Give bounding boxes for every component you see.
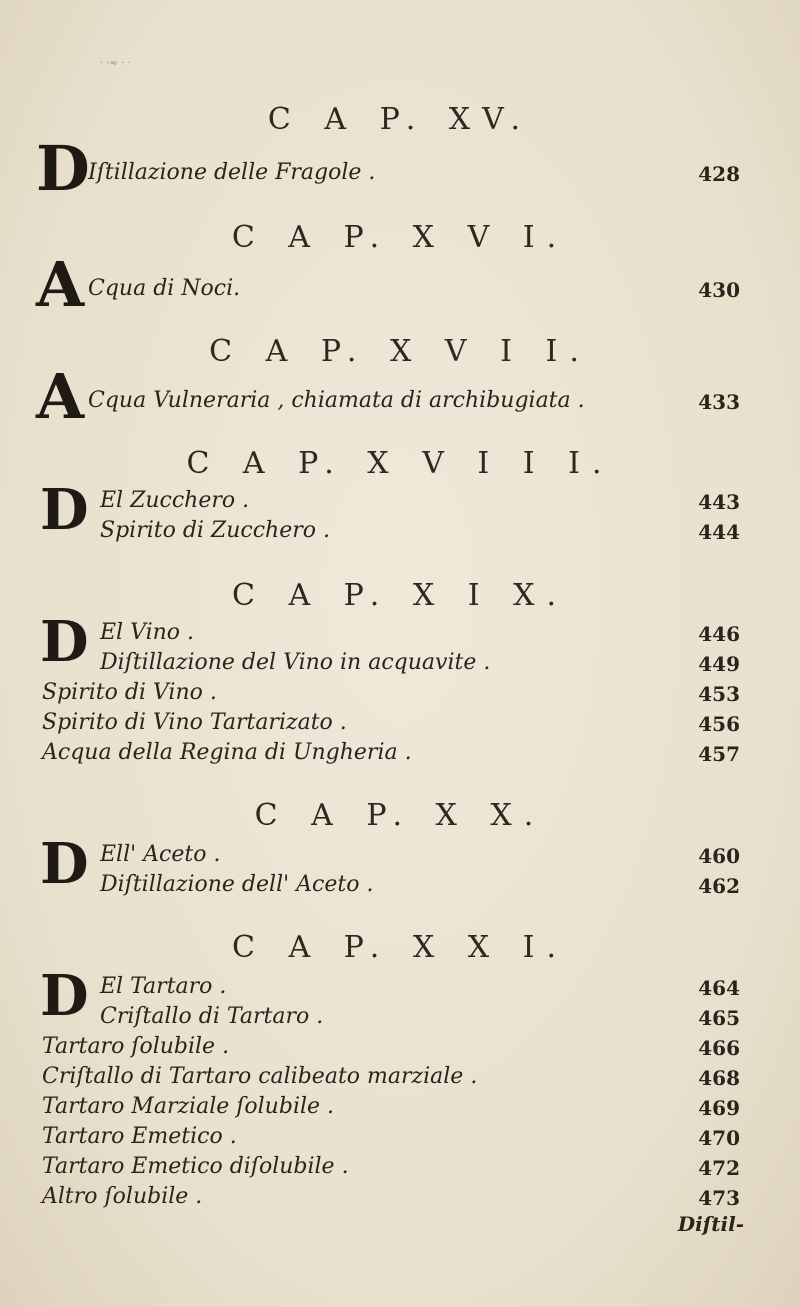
- index-entry: Tartaro Emetico diſolubile .: [42, 1154, 349, 1179]
- index-entry: El Zucchero .: [100, 488, 250, 513]
- index-entry: Tartaro Emetico .: [42, 1124, 237, 1149]
- page-number: 457: [698, 742, 740, 766]
- page-number: 468: [698, 1066, 740, 1090]
- page-number: 446: [698, 622, 740, 646]
- index-entry: Tartaro ſolubile .: [42, 1034, 230, 1059]
- chapter-heading-xix: C A P. X I X.: [231, 578, 569, 613]
- index-entry: Iſtillazione delle Fragole .: [88, 160, 376, 185]
- index-entry: Altro ſolubile .: [42, 1184, 203, 1209]
- page-number: 443: [698, 490, 740, 514]
- drop-cap: D: [40, 831, 89, 897]
- page-speck: · ·≈ · ·: [100, 58, 131, 69]
- page-number: 460: [698, 844, 740, 868]
- drop-cap: A: [36, 360, 85, 433]
- drop-cap: D: [36, 132, 90, 205]
- page-number: 444: [698, 520, 740, 544]
- index-entry: Criſtallo di Tartaro calibeato marziale .: [42, 1064, 478, 1089]
- page-number: 464: [698, 976, 740, 1000]
- page-number: 470: [698, 1126, 740, 1150]
- page-number: 430: [698, 278, 740, 302]
- index-entry: Cqua di Noci.: [88, 276, 241, 301]
- index-entry: Spirito di Vino Tartarizato .: [42, 710, 347, 735]
- drop-cap: D: [40, 609, 89, 675]
- drop-cap: D: [40, 477, 89, 543]
- chapter-heading-xvii: C A P. X V I I.: [209, 334, 591, 369]
- page-number: 472: [698, 1156, 740, 1180]
- index-entry: Criſtallo di Tartaro .: [100, 1004, 324, 1029]
- index-entry: Cqua Vulneraria , chiamata di archibugiata .: [88, 388, 585, 413]
- page-number: 462: [698, 874, 740, 898]
- page-number: 453: [698, 682, 740, 706]
- index-entry: Diſtillazione del Vino in acquavite .: [100, 650, 491, 675]
- drop-cap: D: [40, 963, 89, 1029]
- chapter-heading-xvi: C A P. X V I.: [231, 220, 569, 255]
- drop-cap: A: [36, 248, 85, 321]
- page-number: 469: [698, 1096, 740, 1120]
- index-entry: Acqua della Regina di Ungheria .: [42, 740, 412, 765]
- chapter-heading-xxi: C A P. X X I.: [231, 930, 569, 965]
- page-number: 456: [698, 712, 740, 736]
- index-entry: Tartaro Marziale ſolubile .: [42, 1094, 335, 1119]
- chapter-heading-xx: C A P. X X.: [254, 798, 546, 833]
- page-number: 449: [698, 652, 740, 676]
- index-entry: Spirito di Zucchero .: [100, 518, 330, 543]
- index-entry: Spirito di Vino .: [42, 680, 217, 705]
- page-number: 466: [698, 1036, 740, 1060]
- index-entry: El Tartaro .: [100, 974, 227, 999]
- index-entry: Ell' Aceto .: [100, 842, 221, 867]
- page-number: 433: [698, 390, 740, 414]
- chapter-heading-xv: C A P. XV.: [267, 102, 533, 137]
- index-entry: Diſtillazione dell' Aceto .: [100, 872, 374, 897]
- chapter-heading-xviii: C A P. X V I I I.: [186, 446, 614, 481]
- page-number: 473: [698, 1186, 740, 1210]
- catchword: Diſtil-: [677, 1212, 744, 1236]
- index-entry: El Vino .: [100, 620, 195, 645]
- page-number: 428: [698, 162, 740, 186]
- page-number: 465: [698, 1006, 740, 1030]
